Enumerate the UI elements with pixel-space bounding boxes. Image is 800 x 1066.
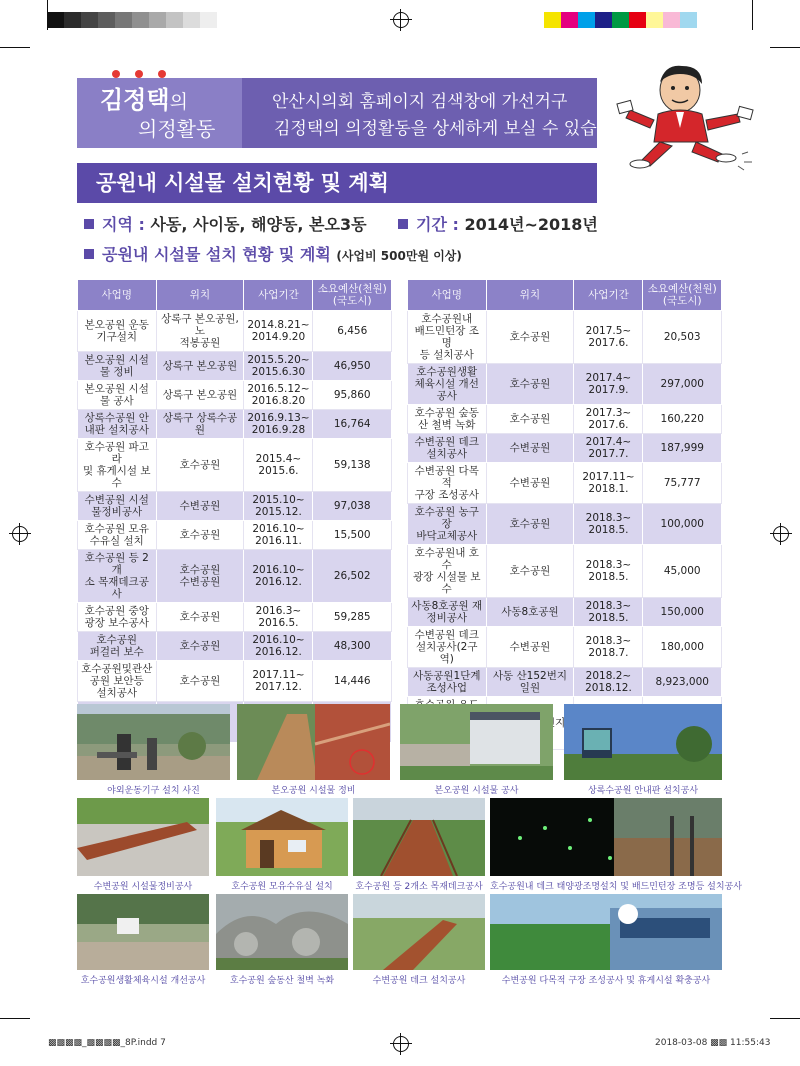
councilor-name: 김정택의 [100, 86, 188, 114]
table-row [78, 550, 392, 603]
table-cell: 6,456 [313, 311, 392, 352]
column-header: 사업명 [408, 280, 487, 311]
table-row [408, 311, 722, 364]
table-row [78, 311, 392, 352]
color-swatch [200, 12, 217, 28]
photo-sports-facility [77, 894, 209, 970]
color-swatch [663, 12, 680, 28]
photo-bono-park-construction [400, 704, 553, 780]
color-bar-grayscale [47, 12, 217, 28]
color-swatch [697, 12, 714, 28]
table-cell: 2015.4~ 2015.6. [244, 439, 313, 492]
table-cell: 2016.10~ 2016.12. [244, 632, 313, 661]
bullet-square-icon [84, 249, 94, 259]
region-line: 지역 : 사동, 사이동, 해양동, 본오3동 [84, 214, 367, 236]
table-row [408, 364, 722, 405]
table-cell: 2014.8.21~ 2014.9.20 [244, 311, 313, 352]
photo-wood-deck [353, 798, 485, 876]
table-row [78, 521, 392, 550]
registration-mark-icon [393, 12, 409, 28]
table-row [78, 410, 392, 439]
color-swatch [115, 12, 132, 28]
decor-dot [158, 70, 166, 78]
table-cell: 160,220 [643, 405, 722, 434]
photo-caption: 수변공원 시설물정비공사 [93, 882, 193, 892]
table-cell: 180,000 [643, 627, 722, 668]
footer-file: ▩▩▩▩_▩▩▩▩_8P.indd 7 [48, 1038, 166, 1048]
table-cell: 수변공원 [486, 463, 574, 504]
table-cell: 45,000 [643, 545, 722, 598]
table-row [408, 504, 722, 545]
section-title: 공원내 시설물 설치현황 및 계획 [96, 171, 389, 195]
table-cell: 호수공원 농구장 바닥교체공사 [408, 504, 487, 545]
photo-caption: 호수공원생활체육시설 개선공사 [80, 976, 206, 986]
photo-subyeon-park-maintenance [77, 798, 209, 876]
table-cell: 사동공원1단계 조성사업 [408, 668, 487, 697]
table-cell: 호수공원 [486, 405, 574, 434]
color-swatch [629, 12, 646, 28]
table-row [78, 632, 392, 661]
table-cell: 상록구 본오공원,노 적봉공원 [156, 311, 244, 352]
table-cell: 수변공원 다목적 구장 조성공사 [408, 463, 487, 504]
table-cell: 수변공원 [156, 492, 244, 521]
table-cell: 2017.5~ 2017.6. [574, 311, 643, 364]
color-swatch [132, 12, 149, 28]
facility-table-right [407, 279, 722, 750]
photo-multipurpose-field [490, 894, 722, 970]
column-header: 위치 [486, 280, 574, 311]
footer-timestamp: 2018-03-08 ▩▩ 11:55:43 [655, 1038, 771, 1048]
table-cell: 호수공원 퍼걸러 보수 [78, 632, 157, 661]
color-swatch [561, 12, 578, 28]
table-cell: 수변공원 데크 설치공사(2구역) [408, 627, 487, 668]
table-cell: 97,038 [313, 492, 392, 521]
table-cell: 8,923,000 [643, 668, 722, 697]
column-header: 위치 [156, 280, 244, 311]
column-header: 사업명 [78, 280, 157, 311]
table-cell: 호수공원내 배드민턴장 조명 등 설치공사 [408, 311, 487, 364]
photo-rock-greening [216, 894, 348, 970]
table-cell: 호수공원 [156, 521, 244, 550]
crop-mark [47, 0, 48, 30]
table-cell: 호수공원 [486, 364, 574, 405]
table-row [78, 661, 392, 702]
photo-bono-park-maintenance [237, 704, 390, 780]
table-cell: 95,860 [313, 381, 392, 410]
color-swatch [578, 12, 595, 28]
photo-deck-installation [353, 894, 485, 970]
photo-caption: 야외운동기구 설치 사진 [107, 786, 200, 796]
table-row [78, 439, 392, 492]
registration-mark-icon [773, 526, 789, 542]
table-cell: 호수공원 [486, 504, 574, 545]
photo-caption: 호수공원 등 2개소 목재데크공사 [355, 882, 483, 892]
color-swatch [595, 12, 612, 28]
table-cell: 수변공원 [486, 627, 574, 668]
table-cell: 2015.10~ 2015.12. [244, 492, 313, 521]
table-cell: 46,950 [313, 352, 392, 381]
table-cell: 100,000 [643, 504, 722, 545]
photo-outdoor-exercise-equipment [77, 704, 230, 780]
header-intro: 안산시의회 홈페이지 검색창에 가선거구 김정택의 의정활동을 상세하게 보실 수 있습니다. [272, 92, 635, 139]
table-cell: 2017.11~ 2018.1. [574, 463, 643, 504]
table-cell: 2018.3~ 2018.5. [574, 545, 643, 598]
color-swatch [544, 12, 561, 28]
table-cell: 187,999 [643, 434, 722, 463]
photo-caption: 수변공원 데크 설치공사 [372, 976, 466, 986]
column-header: 사업기간 [244, 280, 313, 311]
mascot-illustration [610, 62, 760, 172]
decor-dot [112, 70, 120, 78]
table-cell: 호수공원 등 2개 소 목재데크공사 [78, 550, 157, 603]
table-cell: 2015.5.20~ 2015.6.30 [244, 352, 313, 381]
table-row [408, 598, 722, 627]
bullet-square-icon [84, 219, 94, 229]
color-swatch [98, 12, 115, 28]
table-cell: 2016.10~ 2016.12. [244, 550, 313, 603]
table-row [78, 603, 392, 632]
column-header: 소요예산(천원) (국도시) [643, 280, 722, 311]
column-header: 소요예산(천원) (국도시) [313, 280, 392, 311]
table-cell: 사동8호공원 [486, 598, 574, 627]
color-swatch [646, 12, 663, 28]
bullet-square-icon [398, 219, 408, 229]
table-cell: 호수공원 숲동 산 철벽 녹화 [408, 405, 487, 434]
table-row [408, 463, 722, 504]
decor-dot [135, 70, 143, 78]
period-line: 기간 : 2014년~2018년 [398, 214, 598, 236]
table-cell: 수변공원 시설 물정비공사 [78, 492, 157, 521]
color-swatch [680, 12, 697, 28]
table-cell: 사동8호공원 재 정비공사 [408, 598, 487, 627]
table-cell: 수변공원 [486, 434, 574, 463]
photo-caption: 호수공원 모유수유실 설치 [231, 882, 333, 892]
table-cell: 호수공원생활 체육시설 개선 공사 [408, 364, 487, 405]
crop-mark [770, 47, 800, 48]
registration-mark-icon [12, 526, 28, 542]
table-cell: 75,777 [643, 463, 722, 504]
table-cell: 2017.4~ 2017.7. [574, 434, 643, 463]
color-swatch [612, 12, 629, 28]
table-cell: 26,502 [313, 550, 392, 603]
table-cell: 2017.3~ 2017.6. [574, 405, 643, 434]
color-bar-process [544, 12, 714, 28]
table-cell: 호수공원 [156, 661, 244, 702]
table-cell: 호수공원 [156, 439, 244, 492]
table-cell: 호수공원 파고라 및 휴게시설 보수 [78, 439, 157, 492]
table-row [78, 381, 392, 410]
table-cell: 호수공원 [156, 632, 244, 661]
table-cell: 호수공원 수변공원 [156, 550, 244, 603]
crop-mark [0, 47, 30, 48]
photo-nursing-room [216, 798, 348, 876]
table-cell: 호수공원 중앙 광장 보수공사 [78, 603, 157, 632]
table-row [408, 627, 722, 668]
table-cell: 수변공원 데크 설치공사 [408, 434, 487, 463]
table-cell: 상록수공원 안 내판 설치공사 [78, 410, 157, 439]
table-cell: 20,503 [643, 311, 722, 364]
crop-mark [770, 1018, 800, 1019]
table-row [408, 405, 722, 434]
table-cell: 호수공원 모유 수유실 설치 [78, 521, 157, 550]
table-cell: 본오공원 시설 물 공사 [78, 381, 157, 410]
table-cell: 16,764 [313, 410, 392, 439]
photo-sangroksu-park-sign [564, 704, 722, 780]
crop-mark [752, 0, 753, 30]
color-swatch [149, 12, 166, 28]
color-swatch [47, 12, 64, 28]
photo-caption: 수변공원 다목적 구장 조성공사 및 휴게시설 확충공사 [501, 976, 711, 986]
table-row [78, 492, 392, 521]
subheading-line: 공원내 시설물 설치 현황 및 계획 (사업비 500만원 이상) [84, 244, 462, 267]
photo-caption: 상록수공원 안내판 설치공사 [587, 786, 699, 796]
table-cell: 15,500 [313, 521, 392, 550]
table-cell: 사동 산152번지 일원 [486, 668, 574, 697]
table-cell: 59,138 [313, 439, 392, 492]
table-cell: 상록구 본오공원 [156, 381, 244, 410]
table-cell: 2018.3~ 2018.5. [574, 504, 643, 545]
table-cell: 2016.10~ 2016.11. [244, 521, 313, 550]
table-cell: 2018.3~ 2018.5. [574, 598, 643, 627]
table-cell: 2016.3~ 2016.5. [244, 603, 313, 632]
table-row [408, 545, 722, 598]
table-cell: 상록구 상록수공원 [156, 410, 244, 439]
table-cell: 14,446 [313, 661, 392, 702]
table-cell: 호수공원및관산 공원 보안등 설치공사 [78, 661, 157, 702]
table-row [408, 668, 722, 697]
header-subtitle: 의정활동 [138, 117, 216, 141]
table-cell: 297,000 [643, 364, 722, 405]
table-row [78, 352, 392, 381]
column-header: 사업기간 [574, 280, 643, 311]
table-cell: 호수공원 [486, 311, 574, 364]
photo-caption: 본오공원 시설물 공사 [434, 786, 519, 796]
table-row [408, 434, 722, 463]
photo-caption: 본오공원 시설물 정비 [271, 786, 356, 796]
table-cell: 59,285 [313, 603, 392, 632]
color-swatch [183, 12, 200, 28]
table-cell: 호수공원 [486, 545, 574, 598]
facility-table-left [77, 279, 392, 743]
table-cell: 상록구 본오공원 [156, 352, 244, 381]
registration-mark-icon [393, 1036, 409, 1052]
table-cell: 2018.3~ 2018.7. [574, 627, 643, 668]
table-cell: 호수공원 [156, 603, 244, 632]
color-swatch [64, 12, 81, 28]
table-cell: 2017.11~ 2017.12. [244, 661, 313, 702]
color-swatch [81, 12, 98, 28]
photo-caption: 호수공원내 데크 태양광조명설치 및 배드민턴장 조명등 설치공사 [490, 882, 742, 892]
table-cell: 2016.9.13~ 2016.9.28 [244, 410, 313, 439]
crop-mark [0, 1018, 30, 1019]
photo-caption: 호수공원 숲동산 철벽 녹화 [229, 976, 335, 986]
table-cell: 2017.4~ 2017.9. [574, 364, 643, 405]
table-cell: 150,000 [643, 598, 722, 627]
table-cell: 48,300 [313, 632, 392, 661]
photo-solar-lighting [490, 798, 722, 876]
table-cell: 2018.2~ 2018.12. [574, 668, 643, 697]
table-cell: 2016.5.12~ 2016.8.20 [244, 381, 313, 410]
table-cell: 본오공원 운동 기구설치 [78, 311, 157, 352]
table-cell: 호수공원내 호수 광장 시설물 보수 [408, 545, 487, 598]
color-swatch [166, 12, 183, 28]
table-cell: 본오공원 시설 물 정비 [78, 352, 157, 381]
